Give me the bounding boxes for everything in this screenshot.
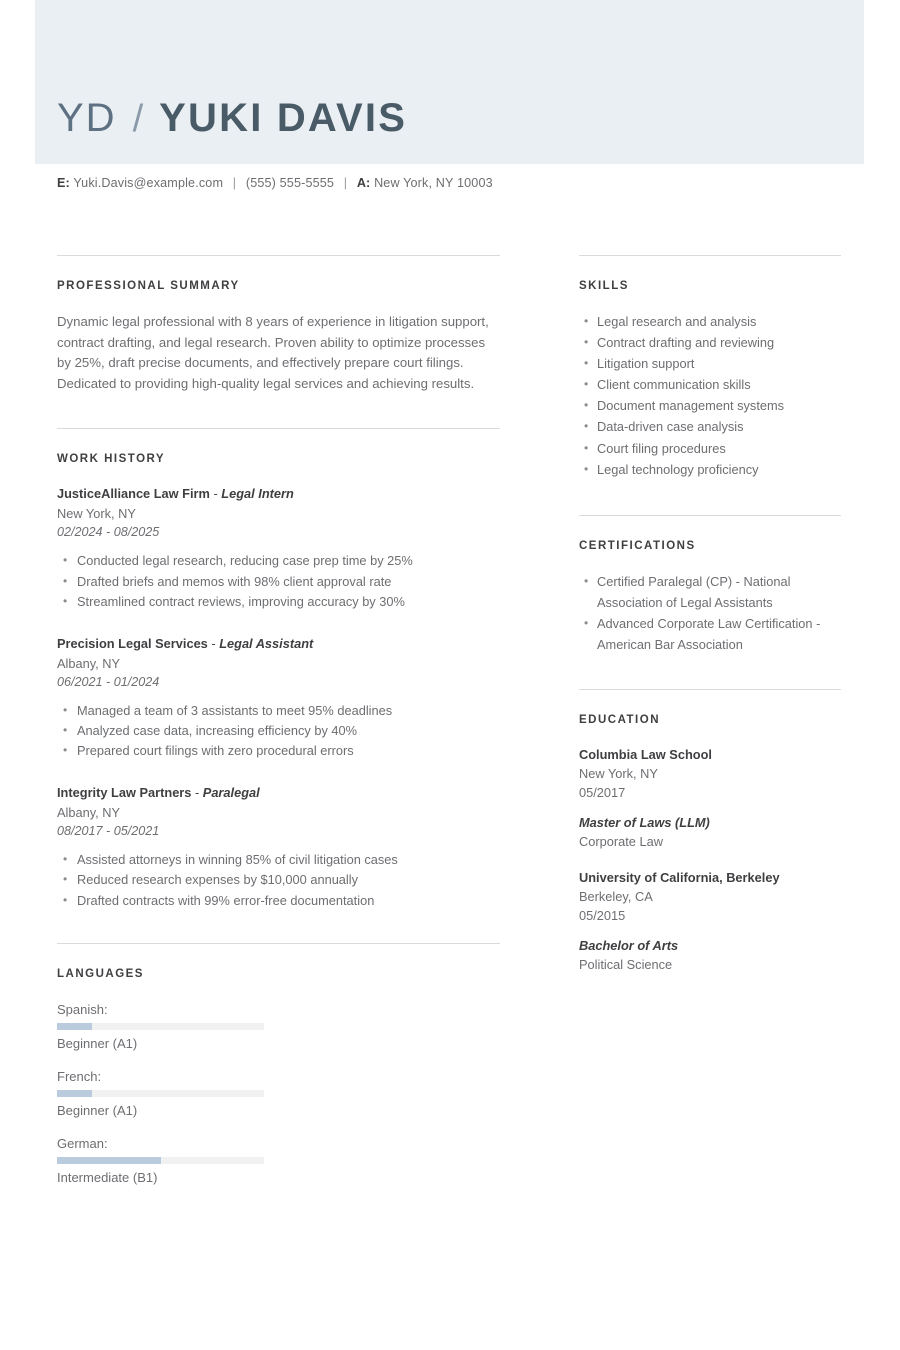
skill-item: • Legal technology proficiency xyxy=(579,460,841,481)
job-location: Albany, NY xyxy=(57,655,121,671)
job-bullet-list xyxy=(57,850,500,911)
education-school: Columbia Law School xyxy=(579,747,712,763)
section-divider xyxy=(579,515,841,516)
contact-separator-2: | xyxy=(343,176,348,190)
section-divider xyxy=(579,255,841,256)
job-company: JusticeAlliance Law Firm xyxy=(57,486,210,502)
email-value: Yuki.Davis@example.com xyxy=(73,176,224,190)
address-label: A: xyxy=(356,176,371,190)
language-name: German: xyxy=(57,1136,108,1152)
section-divider xyxy=(57,255,500,256)
education-location: Berkeley, CA xyxy=(579,889,653,905)
education-title: EDUCATION xyxy=(579,714,661,727)
education-field: Political Science xyxy=(579,957,673,973)
education-spacer xyxy=(579,925,841,937)
section-work-history xyxy=(57,428,500,911)
skill-item: • Client communication skills xyxy=(579,375,841,396)
section-skills xyxy=(579,255,841,480)
education-degree: Bachelor of Arts xyxy=(579,938,679,954)
phone-value: (555) 555-5555 xyxy=(245,176,335,190)
language-proficiency-fill xyxy=(57,1090,92,1097)
professional-summary-text: Dynamic legal professional with 8 years of experience in litigation support, contract drafting, and legal research. Proven ability to optimize processes by 25%, draft precise documents, and effectively prepare court filings. Dedicated to providing high-quality legal services and achieving results. xyxy=(57,314,489,391)
skill-item: • Court filing procedures xyxy=(579,439,841,460)
work-history-title: WORK HISTORY xyxy=(57,453,166,466)
contact-line xyxy=(57,176,493,190)
skill-item: • Contract drafting and reviewing xyxy=(579,333,841,354)
certification-item: • Advanced Corporate Law Certification - American Bar Association xyxy=(579,614,841,655)
education-location: New York, NY xyxy=(579,766,658,782)
language-proficiency-bar xyxy=(57,1023,264,1030)
section-certifications xyxy=(579,515,841,655)
language-proficiency-bar xyxy=(57,1157,264,1164)
education-degree: Master of Laws (LLM) xyxy=(579,815,710,831)
certification-item: • Certified Paralegal (CP) - National Association of Legal Assistants xyxy=(579,572,841,613)
right-column xyxy=(579,255,841,974)
job-dates: 02/2024 - 08/2025 xyxy=(57,525,160,540)
work-history-entry xyxy=(57,485,500,612)
skill-item: • Document management systems xyxy=(579,396,841,417)
language-proficiency-fill xyxy=(57,1023,92,1030)
job-heading xyxy=(57,485,500,502)
language-level: Beginner (A1) xyxy=(57,1036,138,1052)
job-bullet: • Drafted briefs and memos with 98% client approval rate xyxy=(57,572,500,592)
job-bullet: • Conducted legal research, reducing case prep time by 25% xyxy=(57,551,500,571)
address-value: New York, NY 10003 xyxy=(374,176,493,190)
certifications-title: CERTIFICATIONS xyxy=(579,540,696,553)
contact-separator-1: | xyxy=(232,176,237,190)
language-proficiency-fill xyxy=(57,1157,161,1164)
page-title: YUKI DAVIS xyxy=(159,96,408,140)
skill-item: • Data-driven case analysis xyxy=(579,417,841,438)
education-entry xyxy=(579,746,841,851)
work-history-entry xyxy=(57,784,500,911)
initials-monogram: YD xyxy=(57,96,117,140)
language-item xyxy=(57,1000,267,1054)
language-item xyxy=(57,1134,267,1188)
language-level: Intermediate (B1) xyxy=(57,1170,158,1186)
job-dates: 06/2021 - 01/2024 xyxy=(57,674,160,689)
job-bullet: • Prepared court filings with zero procedural errors xyxy=(57,741,500,761)
language-level: Beginner (A1) xyxy=(57,1103,138,1119)
language-proficiency-bar xyxy=(57,1090,264,1097)
skills-list xyxy=(579,312,841,480)
job-role: Legal Assistant xyxy=(219,635,314,651)
job-bullet: • Drafted contracts with 99% error-free documentation xyxy=(57,891,500,911)
work-history-entry xyxy=(57,635,500,762)
job-bullet: • Analyzed case data, increasing efficiency by 40% xyxy=(57,721,500,741)
language-name: French: xyxy=(57,1069,102,1085)
languages-title: LANGUAGES xyxy=(57,968,144,981)
skill-item: • Litigation support xyxy=(579,354,841,375)
education-date: 05/2015 xyxy=(579,908,626,924)
job-bullet-list xyxy=(57,701,500,762)
section-divider xyxy=(57,428,500,429)
certifications-list xyxy=(579,572,841,655)
job-location: Albany, NY xyxy=(57,804,121,820)
job-role: Legal Intern xyxy=(221,486,294,502)
section-professional-summary xyxy=(57,255,500,394)
skills-title: SKILLS xyxy=(579,280,629,292)
job-dash: - xyxy=(207,635,220,651)
section-divider xyxy=(57,943,500,944)
name-separator-slash: / xyxy=(132,98,144,140)
job-dash: - xyxy=(209,486,222,502)
education-school: University of California, Berkeley xyxy=(579,870,780,886)
job-dash: - xyxy=(191,784,203,800)
job-company: Precision Legal Services xyxy=(57,635,208,651)
job-company: Integrity Law Partners xyxy=(57,784,192,800)
job-location: New York, NY xyxy=(57,506,136,522)
education-entry xyxy=(579,869,841,974)
education-spacer xyxy=(579,802,841,814)
job-bullet-list xyxy=(57,551,500,612)
name-heading xyxy=(57,96,407,141)
language-item xyxy=(57,1067,267,1121)
job-heading xyxy=(57,784,500,801)
section-languages xyxy=(57,943,500,1201)
education-date: 05/2017 xyxy=(579,785,626,801)
language-name: Spanish: xyxy=(57,1002,108,1018)
left-column xyxy=(57,255,500,1201)
skill-item: • Legal research and analysis xyxy=(579,312,841,333)
section-divider xyxy=(579,689,841,690)
job-dates: 08/2017 - 05/2021 xyxy=(57,823,160,838)
professional-summary-title: PROFESSIONAL SUMMARY xyxy=(57,280,240,292)
job-bullet: • Reduced research expenses by $10,000 annually xyxy=(57,870,500,890)
job-role: Paralegal xyxy=(202,784,260,800)
job-bullet: • Assisted attorneys in winning 85% of civil litigation cases xyxy=(57,850,500,870)
email-label: E: xyxy=(57,176,70,190)
job-heading xyxy=(57,635,500,652)
job-bullet: • Streamlined contract reviews, improving accuracy by 30% xyxy=(57,592,500,612)
job-bullet: • Managed a team of 3 assistants to meet 95% deadlines xyxy=(57,701,500,721)
languages-grid xyxy=(57,1000,500,1201)
education-field: Corporate Law xyxy=(579,834,663,850)
section-education xyxy=(579,689,841,974)
